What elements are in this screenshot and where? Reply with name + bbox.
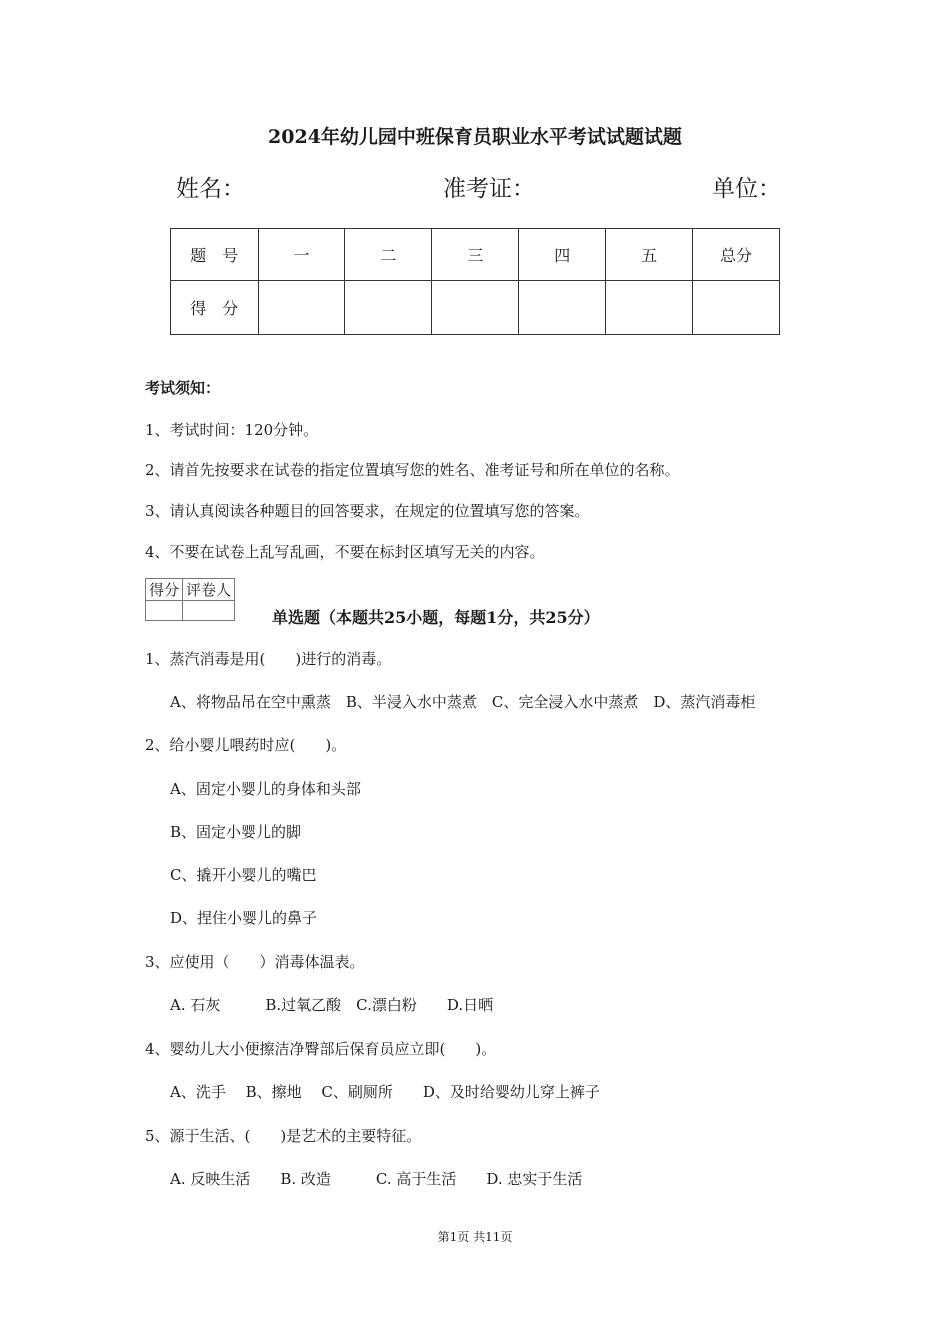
notice-item: 3、请认真阅读各种题目的回答要求，在规定的位置填写您的答案。 xyxy=(145,502,590,520)
grader-table xyxy=(145,578,235,621)
score-table-cell: 三 xyxy=(432,229,519,281)
score-input-cell[interactable] xyxy=(345,281,432,335)
question-option: B、固定小婴儿的脚 xyxy=(170,823,302,841)
question-option: D、捏住小婴儿的鼻子 xyxy=(170,909,318,927)
score-table-cell: 得 分 xyxy=(171,281,259,335)
name-label: 姓名： xyxy=(176,176,245,202)
score-table xyxy=(170,228,780,335)
score-table-score-row xyxy=(171,281,780,335)
score-table-cell: 总分 xyxy=(693,229,780,281)
score-table-header-row xyxy=(171,229,780,281)
score-input-cell[interactable] xyxy=(693,281,780,335)
grader-score-cell[interactable] xyxy=(146,601,183,621)
score-input-cell[interactable] xyxy=(432,281,519,335)
score-table-cell: 二 xyxy=(345,229,432,281)
score-table-cell: 一 xyxy=(258,229,345,281)
question-options: A. 石灰 B.过氧乙酸 C.漂白粉 D.日晒 xyxy=(170,996,494,1014)
question-options: A、洗手 B、擦地 C、刷厕所 D、及时给婴幼儿穿上裤子 xyxy=(170,1083,600,1101)
question-options: A. 反映生活 B. 改造 C. 高于生活 D. 忠实于生活 xyxy=(170,1170,583,1188)
exam-number-label: 准考证： xyxy=(443,176,535,202)
document-title: 2024年幼儿园中班保育员职业水平考试试题试题 xyxy=(268,126,682,148)
notice-title: 考试须知： xyxy=(145,379,221,397)
question-options: A、将物品吊在空中熏蒸 B、半浸入水中蒸煮 C、完全浸入水中蒸煮 D、蒸汽消毒柜 xyxy=(170,693,756,711)
grader-input-row xyxy=(146,601,235,621)
section-title: 单选题（本题共25小题，每题1分，共25分） xyxy=(272,608,600,627)
question-option: A、固定小婴儿的身体和头部 xyxy=(170,780,361,798)
notice-item: 2、请首先按要求在试卷的指定位置填写您的姓名、准考证号和所在单位的名称。 xyxy=(145,461,680,479)
grader-reviewer-cell[interactable] xyxy=(183,601,235,621)
score-input-cell[interactable] xyxy=(606,281,693,335)
question-text: 3、应使用（ ）消毒体温表。 xyxy=(145,953,365,971)
score-table-cell: 题 号 xyxy=(171,229,259,281)
score-input-cell[interactable] xyxy=(519,281,606,335)
notice-item: 4、不要在试卷上乱写乱画，不要在标封区填写无关的内容。 xyxy=(145,543,545,561)
question-text: 4、婴幼儿大小便擦洁净臀部后保育员应立即( )。 xyxy=(145,1040,497,1058)
unit-label: 单位： xyxy=(712,176,781,202)
question-text: 2、给小婴儿喂药时应( )。 xyxy=(145,736,347,754)
score-table-cell: 五 xyxy=(606,229,693,281)
notice-item: 1、考试时间：120分钟。 xyxy=(145,421,319,439)
page-footer: 第1页 共11页 xyxy=(437,1230,513,1244)
question-text: 1、蒸汽消毒是用( )进行的消毒。 xyxy=(145,650,392,668)
grader-reviewer-label: 评卷人 xyxy=(183,579,235,601)
question-option: C、撬开小婴儿的嘴巴 xyxy=(170,866,317,884)
grader-header-row xyxy=(146,579,235,601)
score-table-cell: 四 xyxy=(519,229,606,281)
score-input-cell[interactable] xyxy=(258,281,345,335)
grader-score-label: 得分 xyxy=(146,579,183,601)
question-text: 5、源于生活、( )是艺术的主要特征。 xyxy=(145,1127,422,1145)
